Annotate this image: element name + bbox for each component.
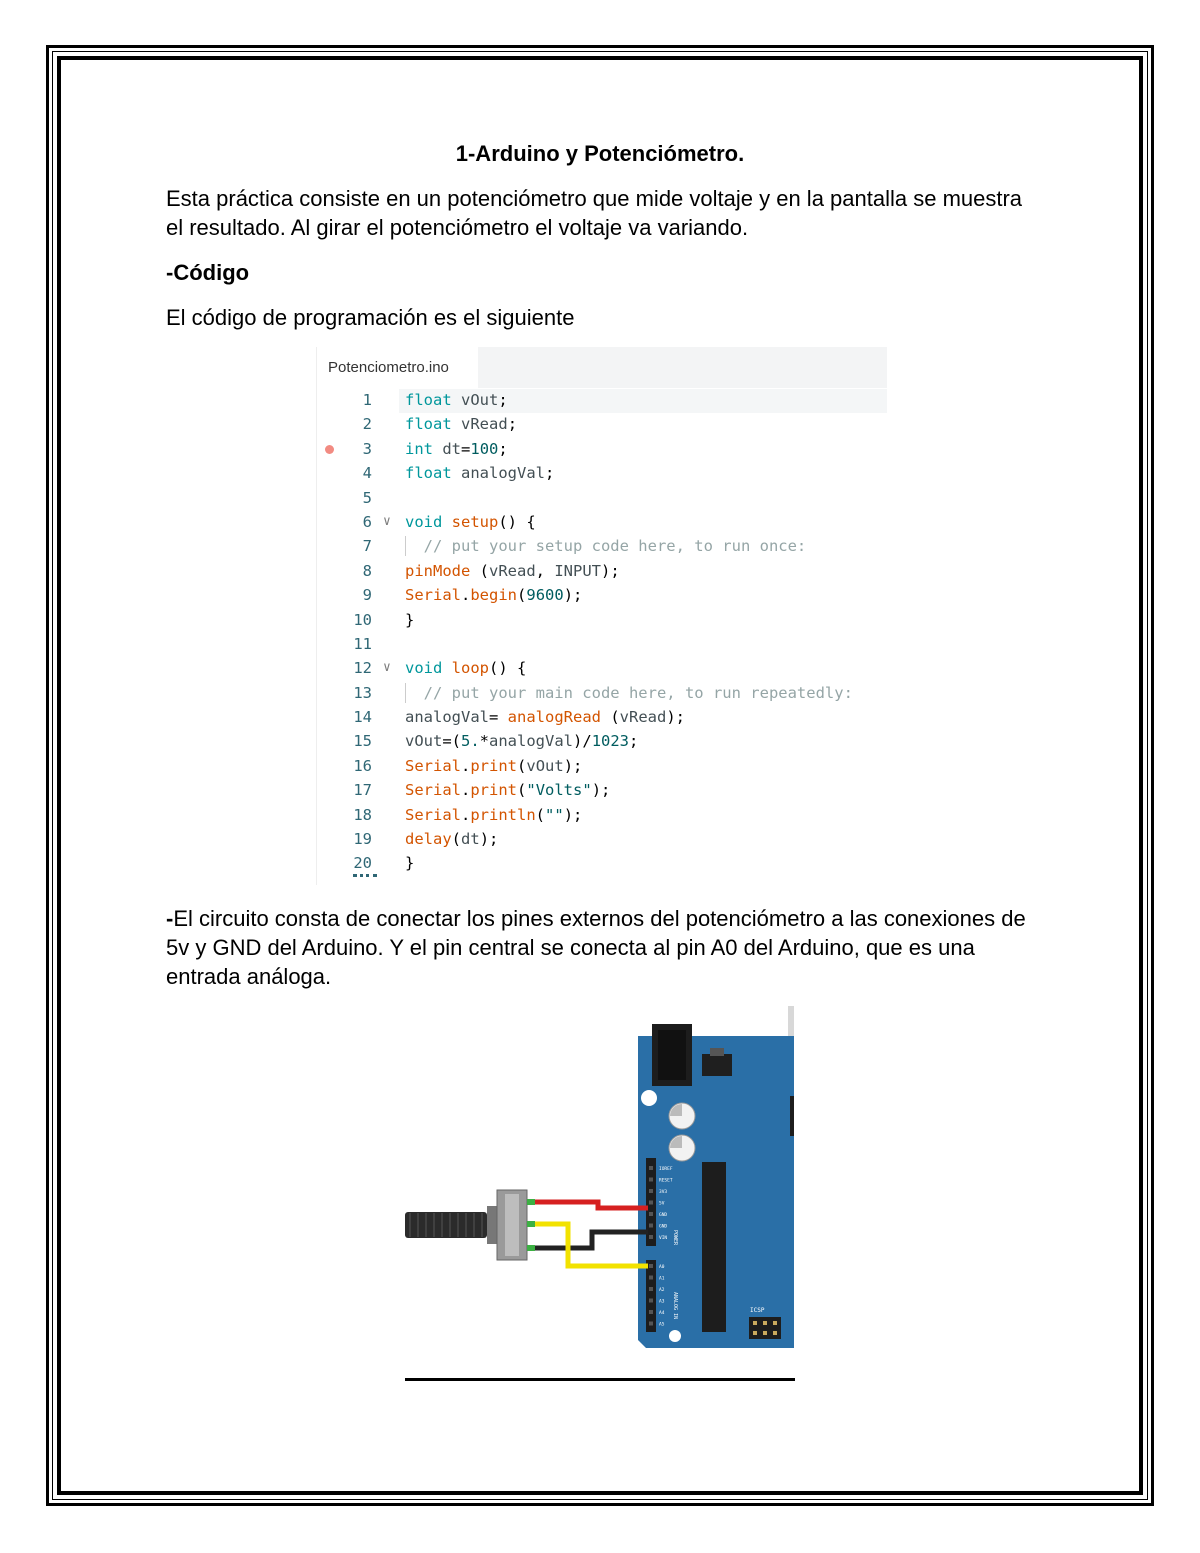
wire-gnd — [527, 1232, 648, 1248]
header-pin — [649, 1166, 653, 1170]
intro-paragraph: Esta práctica consiste en un potenciómetro que mide voltaje y en la pantalla se muestra el resultado. Al girar el potenciómetro el voltaje va variando. — [166, 186, 1023, 240]
code-text: void loop() { — [405, 659, 527, 678]
code-text: Serial.print("Volts"); — [405, 781, 611, 800]
header-pin — [649, 1264, 653, 1268]
code-text: Serial.begin(9600); — [405, 586, 583, 605]
code-line[interactable] — [317, 608, 887, 632]
line-number: 6 — [362, 512, 372, 531]
line-number: 16 — [353, 756, 372, 775]
pin-label: A5 — [659, 1322, 665, 1328]
pin-label: GND — [659, 1213, 668, 1218]
dc-jack-inner — [658, 1030, 686, 1080]
analog-header — [646, 1260, 656, 1332]
code-line[interactable] — [317, 437, 887, 461]
code-line[interactable] — [317, 729, 887, 753]
line-number: 14 — [353, 708, 372, 727]
line-number: 11 — [353, 634, 372, 653]
header-pin — [649, 1201, 653, 1205]
circuit-paragraph — [166, 904, 1036, 991]
line-number: 4 — [362, 464, 372, 483]
code-text: } — [405, 854, 415, 873]
pin-label: 3V3 — [659, 1190, 668, 1195]
regulator-tab — [710, 1048, 724, 1056]
circuit-diagram — [400, 1000, 800, 1360]
line-number-partial — [353, 874, 377, 881]
line-number: 9 — [362, 586, 372, 605]
pin-label: A2 — [659, 1288, 665, 1293]
line-number: 19 — [353, 830, 372, 849]
header-pin — [649, 1322, 653, 1326]
pin-label: RESET — [659, 1178, 673, 1184]
pin-label: A1 — [659, 1276, 665, 1282]
code-text: Serial.println(""); — [405, 805, 583, 824]
code-line[interactable] — [317, 388, 887, 412]
pin-label: IOREF — [659, 1167, 673, 1172]
code-line[interactable] — [317, 681, 887, 705]
analog-in-label: ANALOG IN — [672, 1292, 678, 1320]
header-pin — [649, 1212, 653, 1216]
header-pin — [649, 1178, 653, 1182]
header-pin — [649, 1224, 653, 1228]
wire-terminals — [527, 1199, 535, 1251]
wire-5v — [527, 1202, 648, 1208]
line-number: 12 — [353, 659, 372, 678]
power-label: POWER — [672, 1230, 678, 1246]
code-lines — [317, 388, 887, 876]
line-number: 7 — [362, 537, 372, 556]
document-title: 1-Arduino y Potenciómetro. — [455, 141, 745, 166]
header-pin — [649, 1189, 653, 1193]
code-line[interactable] — [317, 412, 887, 436]
code-text: float vOut; — [405, 391, 508, 409]
line-number: 17 — [353, 781, 372, 800]
voltage-regulator — [702, 1054, 732, 1076]
code-text: pinMode (vRead, INPUT); — [405, 561, 620, 580]
header-pin — [649, 1276, 653, 1280]
code-line[interactable] — [317, 486, 887, 510]
mounting-hole-top — [641, 1090, 657, 1106]
mounting-hole-bottom — [669, 1330, 681, 1342]
line-number: 3 — [362, 439, 372, 458]
pin-label: 5V — [659, 1201, 665, 1207]
code-text: float vRead; — [405, 415, 518, 434]
board-edge-chip — [790, 1096, 794, 1136]
microcontroller-chip — [702, 1162, 726, 1332]
code-line[interactable] — [317, 632, 887, 656]
code-text: // put your setup code here, to run once: — [405, 537, 807, 556]
line-number: 10 — [353, 610, 372, 629]
code-line[interactable] — [317, 851, 887, 875]
horizontal-rule — [405, 1378, 795, 1381]
code-editor-screenshot — [316, 347, 887, 885]
fold-chevron-icon[interactable]: ∨ — [383, 660, 391, 676]
code-line[interactable] — [317, 461, 887, 485]
line-number: 20 — [353, 854, 372, 873]
code-text: delay(dt); — [405, 830, 499, 849]
header-pin — [649, 1287, 653, 1291]
code-text: void setup() { — [405, 512, 536, 531]
code-text: float analogVal; — [405, 464, 555, 483]
icsp-label: ICSP — [750, 1307, 765, 1314]
circuit-text: El circuito consta de conectar los pines externos del potenciómetro a las conexiones de 5v y GND del Arduino. Y el pin central se conecta al pin A0 del Arduino, que es una entrada análoga. — [166, 906, 1026, 989]
code-line[interactable] — [317, 510, 887, 534]
pin-label: VIN — [659, 1236, 668, 1241]
line-number: 18 — [353, 805, 372, 824]
potentiometer-body-face — [505, 1194, 519, 1256]
pin-label: A3 — [659, 1299, 665, 1305]
header-pin — [649, 1310, 653, 1314]
code-intro-text: El código de programación es el siguiente — [166, 305, 575, 330]
pin-label: GND — [659, 1224, 668, 1230]
line-number: 5 — [362, 488, 372, 507]
pin-label: A0 — [659, 1265, 665, 1270]
code-text: vOut=(5.*analogVal)/1023; — [405, 732, 639, 751]
fold-chevron-icon[interactable]: ∨ — [383, 513, 391, 529]
circuit-lead: - — [166, 906, 174, 931]
pin-label: A4 — [659, 1311, 665, 1316]
potentiometer-nut — [487, 1206, 497, 1244]
editor-tab-bar — [317, 347, 887, 388]
line-number: 8 — [362, 561, 372, 580]
line-number: 13 — [353, 683, 372, 702]
code-line[interactable] — [317, 827, 887, 851]
code-line[interactable] — [317, 778, 887, 802]
header-pin — [649, 1299, 653, 1303]
code-heading: -Código — [166, 260, 250, 285]
code-line[interactable] — [317, 656, 887, 680]
icsp-header — [749, 1317, 781, 1339]
code-text: int dt=100; — [405, 439, 508, 458]
line-number: 2 — [362, 415, 372, 434]
code-line[interactable] — [317, 803, 887, 827]
line-number: 1 — [362, 391, 372, 409]
code-line[interactable] — [317, 534, 887, 558]
code-text: Serial.print(vOut); — [405, 756, 583, 775]
line-number: 15 — [353, 732, 372, 751]
code-text: } — [405, 610, 415, 629]
code-line[interactable] — [317, 559, 887, 583]
potentiometer-shaft — [405, 1212, 487, 1238]
code-line[interactable] — [317, 583, 887, 607]
breakpoint-icon[interactable] — [325, 445, 334, 454]
code-text: // put your main code here, to run repeatedly: — [405, 683, 853, 702]
code-line[interactable] — [317, 705, 887, 729]
code-text: analogVal= analogRead (vRead); — [405, 708, 686, 727]
header-pin — [649, 1235, 653, 1239]
code-line[interactable] — [317, 754, 887, 778]
editor-tab[interactable]: Potenciometro.ino — [317, 347, 478, 388]
